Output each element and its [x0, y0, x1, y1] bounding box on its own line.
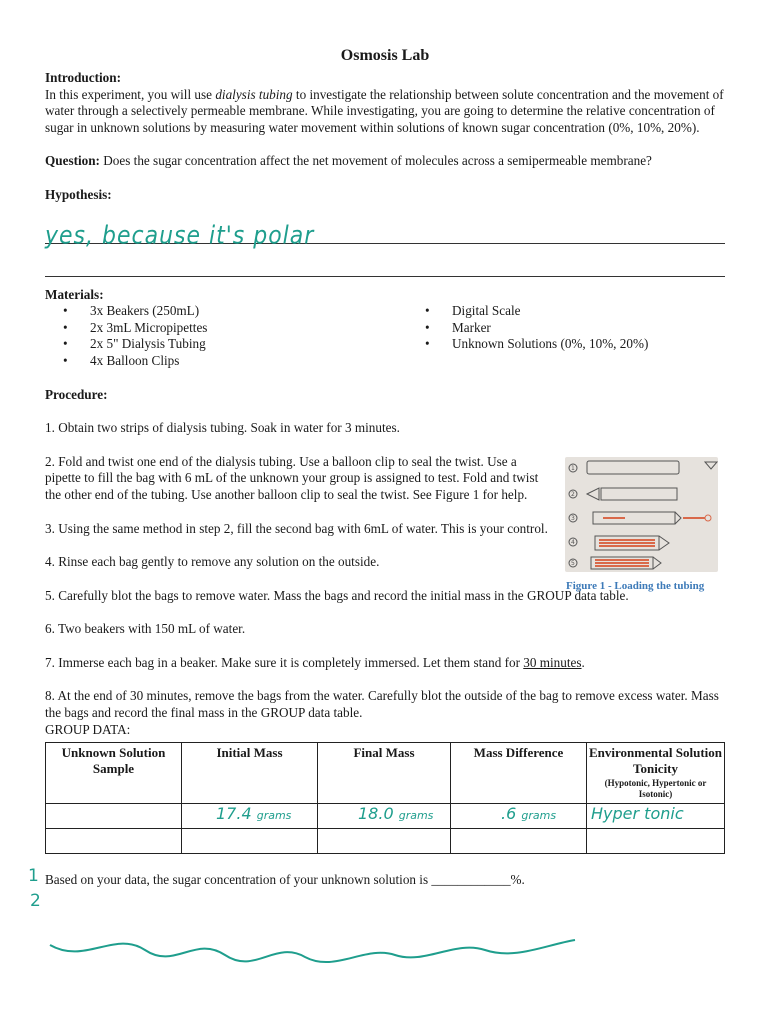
procedure-step: 8. At the end of 30 minutes, remove the bags from the water. Carefully blot the outside of the bag to remove excess water. Mass the bags and record the final mass in the GROUP data table.	[45, 688, 719, 721]
procedure-step: 1. Obtain two strips of dialysis tubing. Soak in water for 3 minutes.	[45, 420, 400, 436]
final-mass-value: 18.0	[358, 804, 394, 824]
materials-heading: Materials:	[45, 286, 104, 302]
cell-sample[interactable]	[46, 804, 182, 829]
cell-mass-difference[interactable]	[451, 804, 587, 829]
tonicity-note: (Hypotonic, Hypertonic or Isotonic)	[604, 778, 707, 800]
row-number-2: 2	[30, 891, 41, 911]
mass-difference-value: .6	[501, 804, 517, 824]
materials-right-column	[407, 303, 648, 369]
figure-step-3: 3	[571, 515, 575, 522]
final-mass-unit: grams	[398, 809, 434, 823]
procedure-step: 2. Fold and twist one end of the dialysis tubing. Use a balloon clip to seal the twist. Use a pipette to fill the bag with 6 mL of the unknown your group is assigned to test. Fold and twist the other end of the tubing. Use another balloon clip to seal the twist. See Figure 1 for help.	[45, 453, 539, 502]
material-item: • 2x 5" Dialysis Tubing	[45, 336, 407, 353]
header-tonicity: Environmental Solution Tonicity (Hypotonic, Hypertonic or Isotonic)	[587, 743, 725, 804]
question-label: Question:	[45, 153, 100, 169]
figure-step-5: 5	[571, 560, 575, 567]
table-header-row	[46, 743, 725, 804]
material-item: • Unknown Solutions (0%, 10%, 20%)	[407, 336, 648, 353]
material-item: • Marker	[407, 320, 648, 337]
header-initial-mass: Initial Mass	[182, 743, 318, 804]
cell-sample[interactable]	[46, 829, 182, 854]
handwritten-scribble	[45, 925, 605, 985]
table-row	[46, 829, 725, 854]
step7-text: 7. Immerse each bag in a beaker. Make sure it is completely immersed. Let them stand for	[45, 654, 524, 670]
table-row	[46, 804, 725, 829]
conclusion-suffix: %.	[510, 872, 525, 888]
figure-loading-tubing	[565, 457, 763, 595]
figure-step-2: 2	[571, 491, 575, 498]
material-item: • Digital Scale	[407, 303, 648, 320]
step7-end: .	[581, 654, 585, 670]
cell-initial-mass[interactable]	[182, 804, 318, 829]
procedure-heading: Procedure:	[45, 386, 108, 402]
cell-final-mass[interactable]	[318, 829, 451, 854]
figure-step-1: 1	[571, 465, 575, 472]
cell-final-mass[interactable]	[318, 804, 451, 829]
hypothesis-heading: Hypothesis:	[45, 186, 112, 202]
question-line	[45, 153, 725, 170]
hypothesis-handwriting: yes, because it's polar	[45, 221, 315, 251]
intro-text-after: to investigate the relationship between solute concentration and the movement of water through a selectively permeable membrane. While investigating, you are going to determine the relative concentration of sugar in unknown solutions by measuring water movement within solutions of known sugar concentration (0%, 10%, 20%).	[45, 86, 724, 135]
tonicity-value: Hyper tonic	[591, 804, 684, 824]
group-data-label: GROUP DATA:	[45, 721, 131, 737]
cell-tonicity[interactable]	[587, 804, 725, 829]
material-item: • 3x Beakers (250mL)	[45, 303, 407, 320]
header-sample: Unknown Solution Sample	[46, 743, 182, 804]
introduction-heading: Introduction:	[45, 70, 121, 85]
conclusion-blank[interactable]: ____________	[431, 872, 511, 888]
procedure-step: 5. Carefully blot the bags to remove water. Mass the bags and record the initial mass in the GROUP data table.	[45, 587, 629, 603]
procedure-step: 3. Using the same method in step 2, fill the second bag with 6mL of water. This is your control.	[45, 520, 548, 536]
material-item: • 4x Balloon Clips	[45, 353, 407, 370]
header-mass-difference: Mass Difference	[451, 743, 587, 804]
page-title: Osmosis Lab	[340, 47, 430, 64]
figure-step-4: 4	[571, 539, 575, 546]
mass-difference-unit: grams	[521, 809, 557, 823]
row-number-1: 1	[28, 866, 39, 886]
figure-image	[565, 457, 718, 572]
group-data-table	[45, 742, 725, 854]
materials-left-column	[45, 303, 407, 369]
conclusion-text: Based on your data, the sugar concentration of your unknown solution is	[45, 872, 432, 888]
cell-mass-difference[interactable]	[451, 829, 587, 854]
step7-duration: 30 minutes	[523, 654, 582, 670]
material-item: • 2x 3mL Micropipettes	[45, 320, 407, 337]
materials-list	[45, 303, 725, 369]
question-text: Does the sugar concentration affect the net movement of molecules across a semipermeable membrane?	[99, 153, 652, 169]
initial-mass-value: 17.4	[216, 804, 252, 824]
intro-text-italic: dialysis tubing	[215, 86, 293, 102]
hypothesis-answer-line[interactable]	[45, 208, 725, 251]
conclusion-line	[45, 872, 725, 889]
introduction-text	[45, 87, 725, 137]
intro-text-before: In this experiment, you will use	[45, 86, 216, 102]
initial-mass-unit: grams	[256, 809, 292, 823]
tubing-drawing-icon	[565, 457, 718, 572]
figure-caption: Figure 1 - Loading the tubing	[566, 580, 705, 592]
cell-tonicity[interactable]	[587, 829, 725, 854]
procedure-step-7	[45, 655, 735, 672]
cell-initial-mass[interactable]	[182, 829, 318, 854]
procedure-step: 6. Two beakers with 150 mL of water.	[45, 621, 246, 637]
procedure-step: 4. Rinse each bag gently to remove any solution on the outside.	[45, 554, 380, 570]
header-final-mass: Final Mass	[318, 743, 451, 804]
introduction-section	[45, 70, 725, 136]
